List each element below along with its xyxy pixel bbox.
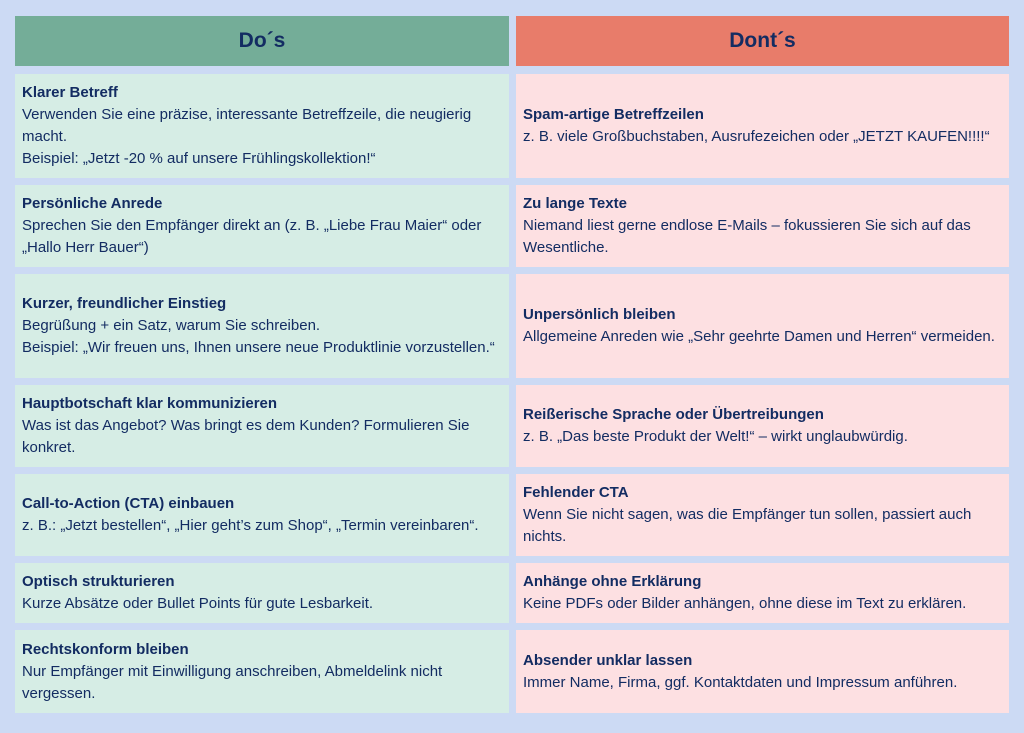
- dont-cell: [516, 474, 1009, 556]
- do-text: Verwenden Sie eine präzise, interessante Betreffzeile, die neugierig macht. Beispiel: „Jetzt -20 % auf unsere Frühlingskollektion!“: [22, 106, 472, 167]
- do-cell: [15, 274, 509, 378]
- dont-text: z. B. „Das beste Produkt der Welt!“ – wirkt unglaubwürdig.: [523, 428, 908, 445]
- dont-cell: [516, 630, 1009, 713]
- dos-header: Do´s: [15, 16, 509, 66]
- dont-title: Spam-artige Betreffzeilen: [523, 106, 704, 123]
- dont-title: Absender unklar lassen: [523, 651, 693, 669]
- table-row: [15, 630, 1009, 713]
- do-text: Begrüßung + ein Satz, warum Sie schreiben. Beispiel: „Wir freuen uns, Ihnen unsere neue Produktlinie vorzustellen.“: [22, 317, 495, 356]
- do-title: Call-to-Action (CTA) einbauen: [22, 495, 235, 512]
- do-text: Kurze Absätze oder Bullet Points für gute Lesbarkeit.: [22, 595, 374, 612]
- do-title: Optisch strukturieren: [22, 573, 175, 590]
- dont-text: Keine PDFs oder Bilder anhängen, ohne diese im Text zu erklären.: [523, 595, 967, 612]
- dont-cell: [516, 274, 1009, 378]
- do-cell: [15, 474, 509, 556]
- do-title: Rechtskonform bleiben: [22, 640, 189, 658]
- do-text: Nur Empfänger mit Einwilligung anschreiben, Abmeldelink nicht vergessen.: [22, 662, 443, 702]
- dont-text: Allgemeine Anreden wie „Sehr geehrte Damen und Herren“ vermeiden.: [523, 328, 995, 345]
- do-cell: [15, 74, 509, 178]
- table-row: [15, 563, 1009, 623]
- table-row: [15, 185, 1009, 267]
- do-cell: [15, 630, 509, 713]
- table-row: [15, 74, 1009, 178]
- dont-text: Niemand liest gerne endlose E-Mails – fokussieren Sie sich auf das Wesentliche.: [523, 217, 971, 256]
- dont-title: Zu lange Texte: [523, 195, 627, 212]
- dont-title: Anhänge ohne Erklärung: [523, 573, 702, 590]
- table-row: [15, 385, 1009, 467]
- table-row: [15, 274, 1009, 378]
- dont-text: Wenn Sie nicht sagen, was die Empfänger tun sollen, passiert auch nichts.: [523, 506, 972, 545]
- table-row: [15, 474, 1009, 556]
- do-cell: [15, 385, 509, 467]
- dont-text: z. B. viele Großbuchstaben, Ausrufezeichen oder „JETZT KAUFEN!!!!“: [523, 128, 990, 145]
- do-title: Kurzer, freundlicher Einstieg: [22, 295, 227, 312]
- comparison-table: [15, 74, 1009, 720]
- dont-cell: [516, 185, 1009, 267]
- do-text: Sprechen Sie den Empfänger direkt an (z. B. „Liebe Frau Maier“ oder „Hallo Herr Bauer“): [22, 217, 482, 256]
- dont-cell: [516, 74, 1009, 178]
- dont-cell: [516, 563, 1009, 623]
- dont-text: Immer Name, Firma, ggf. Kontaktdaten und Impressum anführen.: [523, 673, 958, 691]
- dont-title: Fehlender CTA: [523, 484, 629, 501]
- dont-title: Reißerische Sprache oder Übertreibungen: [523, 406, 824, 423]
- dont-title: Unpersönlich bleiben: [523, 306, 676, 323]
- do-title: Klarer Betreff: [22, 84, 118, 101]
- donts-header: Dont´s: [516, 16, 1009, 66]
- do-text: z. B.: „Jetzt bestellen“, „Hier geht’s zum Shop“, „Termin vereinbaren“.: [22, 517, 479, 534]
- do-title: Hauptbotschaft klar kommunizieren: [22, 395, 278, 412]
- do-cell: [15, 185, 509, 267]
- dont-cell: [516, 385, 1009, 467]
- do-title: Persönliche Anrede: [22, 195, 163, 212]
- do-cell: [15, 563, 509, 623]
- do-text: Was ist das Angebot? Was bringt es dem Kunden? Formulieren Sie konkret.: [22, 417, 470, 456]
